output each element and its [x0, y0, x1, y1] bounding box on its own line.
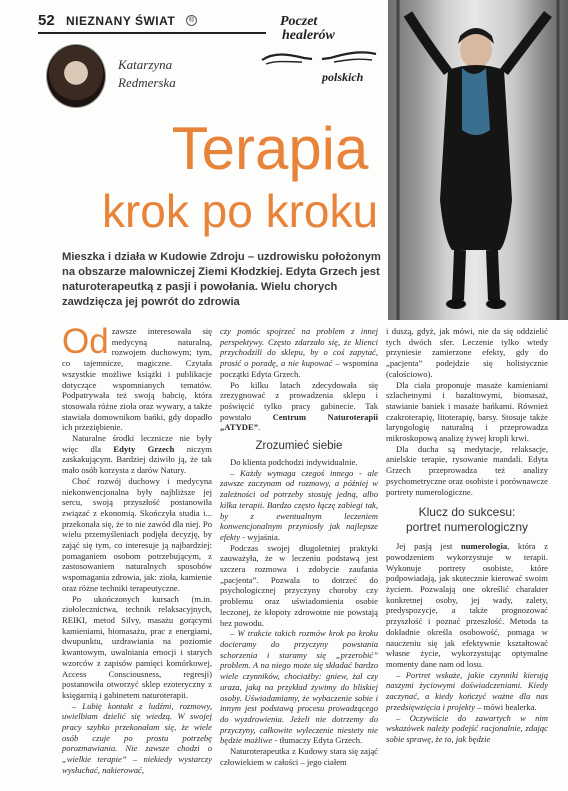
page-number: 52	[38, 12, 55, 29]
col3-quote-2: – Oczywiście do zawartych w nim wskazówek należy podejść racjonalnie, zdając sobie sprawę, że to, jak będzie	[386, 712, 548, 744]
subheading-understand-yourself: Zrozumieć siebie	[255, 440, 343, 453]
header-rule	[38, 32, 266, 34]
series-line3: polskich	[322, 70, 364, 84]
series-logo	[260, 14, 378, 94]
healer-name: Edyty Grzech	[113, 443, 175, 454]
col1-paragraph-3: Choć rozwój duchowy i medycyna niekonwencjonalna były najbliższe jej sercu, swoją przyszłość postanowiła związać z ekonomią. Skończyła studia i... przekonała się, że to nie zawód dla niej. Po wielu przemyśleniach podjęła decyzję, by zająć się tym, co interesuje ją najbardziej: pomaganiem osobom potrzebującym, z zastosowaniem naturalnych sposobów wspomagania zdrowia, jak: zioła, kamienie oraz różne techniki terapeutyczne.	[62, 475, 212, 593]
author-last-name: Redmerska	[118, 75, 176, 90]
col1-paragraph-2: Naturalne środki lecznicze nie były więc dla	[62, 433, 212, 454]
drop-cap: Od	[62, 322, 109, 361]
subheading-key-to-success	[386, 505, 548, 535]
center-name: Centrum Naturoterapii „ATYDE”	[220, 411, 378, 433]
text-column-1	[62, 322, 212, 776]
col3-paragraph-1: i duszą, gdyż, jak mówi, nie da się oddzielić tych dwóch sfer. Leczenie tylko wtedy przyniesie zamierzone efekty, gdy do „pacjenta” podejdzie się holistycznie (całościowo).	[386, 326, 548, 379]
col1-paragraph-1: zawsze interesowała się medycyną naturalną, rozwojem duchowym; tym, co tajemnicze, magiczne. Czytała wszystkie możliwe książki i publikacje dotyczące wspomnianych tematów. Podpatrywała też swoją babcię, która stosowała różne zioła oraz wywary, a także stawiała domownikom bańki, gdy dopadło ich przeziębienie.	[62, 326, 212, 433]
author-first-name: Katarzyna	[118, 57, 173, 72]
magazine-name: NIEZNANY ŚWIAT	[66, 14, 176, 28]
text-column-3	[386, 326, 548, 745]
article-lead: Mieszka i działa w Kudowie Zdroju – uzdrowisku położonym na obszarze malowniczej Ziemi Kłodzkiej. Edyta Grzech jest naturoterapeutką z pasji i powołania. Wielu chorych zawdzięcza jej powrót do zdrowia	[62, 251, 381, 308]
col2-paragraph-5: Podczas swojej długoletniej praktyki zauważyła, że w leczeniu podstawą jest szczera rozmowa i zdobycie zaufania „pacjenta”. Pozwala to dotrzeć do psychologicznej przyczyny choroby czy problemu oraz uświadomienia osobie leczonej, że kłopoty zdrowotne nie powstają bez powodu.	[220, 542, 378, 628]
article-title-line2: krok po kroku	[101, 185, 379, 237]
col2-quote-3: – W trakcie takich rozmów krok po kroku docieramy do przyczyny powstania schorzenia i staramy się „przerobić” problem. A na niego może się składać bardzo wiele czynników, chociażby: gniew, żal czy uraza, jaką na przykład żywimy do bliskiej osoby. Uświadamiamy, że wybaczenie sobie i innym jest podstawą procesu prowadzącego do wyzdrowienia. Jeżeli nie dotrzemy do przyczyny, całkowite wyleczenie niestety nie będzie możliwe	[220, 628, 378, 746]
col3-quote-1: – Portret wskaże, jakie czynniki kierują naszymi życiowymi doświadczeniami. Kiedy zaczynać, a kiedy kończyć ważne dla nas przedsięwzięcia i projekty	[386, 669, 548, 712]
col3-paragraph-2: Dla ciała proponuje masaże kamieniami szlachetnymi i bazaltowymi, biomasaż, stawianie baniek i masaże bańkami. Również czakroterapię, litoterapię, barsy. Stosuje także laryngologię naturalną i przeprowadza mikroskopową analizę żywej kropli krwi.	[386, 379, 548, 444]
col2-paragraph-3: Do klienta podchodzi indywidualnie.	[230, 457, 358, 468]
subheading-line-1: Klucz do sukcesu:	[418, 505, 516, 520]
col2-attribution-3: - tłumaczy Edyta Grzech.	[272, 735, 363, 746]
series-line1: Poczet	[280, 14, 318, 29]
col1-paragraph-2-end: niczym zaskakującym. Bardziej dziwiło ją, że tak mało osób korzysta z darów Natury.	[62, 443, 212, 476]
col2-paragraph-2: Po kilku latach zdecydowała się zrezygnować z prowadzenia sklepu i poświęcić tylko pracy gabinecie. Tak powstało	[220, 379, 378, 422]
text-column-2	[220, 326, 378, 767]
col2-quote-1: czy pomóc spojrzeć na problem z innej perspektywy. Często zdarzało się, że klienci przychodzili do sklepu, by o coś zapytać, prosić o poradę, a nie kupować	[220, 326, 378, 369]
author-name	[118, 56, 176, 92]
col1-quote-text: – Lubię kontakt z ludźmi, rozmowy, uwielbiam dzielić się wiedzą. W swojej pracy szybko przekonałam się, że wiele osób czuje po prostu potrzebę porozmawiania. Nie zawsze chodzi o „wielkie terapie” – niekiedy wystarczy wysłuchać, nakierować,	[62, 700, 212, 775]
col2-attribution-2: - wyjaśnia.	[240, 531, 280, 542]
article-title-line1: Terapia	[171, 115, 369, 182]
col1-quote	[62, 701, 212, 776]
col1-paragraph-4: Po ukończonych kursach (m.in. ziołolecznictwa, technik relaksacyjnych, REIKI, metod Silvy, masażu gorącymi kamieniami, biomasażu, prac z energiami, dwupunktu, uzdrawiania na poziomie kwantowym, uwalniania emocji i starych wzorców z zapisów pamięci komórkowej, Access Consciousness, regresji) postanowiła otworzyć sklep ezoteryczny z księgarnią i gabinetem naturoterapii.	[62, 593, 212, 700]
col3-paragraph-4-end: , która z powodzeniem wykorzystuje w terapii. Wykonuje portrety osobiste, które podpowiadają, jak skutecznie kierować swoim życiem. Pozwalają one określić charakter konkretnej osoby, jej wady, zalety, predyspozycje, a także prognozować przyszłość i poznać przeszłość. Metoda ta dokładnie określa osobowość, pomaga w nauczeniu się jak efektywnie kształtować własne życie, wykorzystując optymalne momenty dane nam od losu.	[386, 541, 548, 669]
author-avatar	[46, 44, 106, 108]
series-line2: healerów	[282, 28, 335, 43]
col2-quote-2: – Każdy wymaga czegoś innego - ale zawsze zaczynam od rozmowy, a później w zależności od potrzeby stosuję jedną, albo kilka terapii. Bardzo często łączę zabiegi tak, by z ewentualnym leczeniem konwencjonalnym przyniosły jak najlepsze efekty	[220, 467, 378, 542]
col3-paragraph-3: Dla ducha są medytacje, relaksacje, anielskie terapie, rysowanie mandali. Edyta Grzech przeprowadza też analizy psychometryczne oraz osobiste i porównawcze portrety numerologiczne.	[386, 443, 548, 497]
registered-mark: ®	[186, 15, 197, 26]
numerology-term: numerologia	[460, 541, 508, 552]
col2-attribution-1: – wspomina początki Edyta Grzech.	[220, 358, 379, 379]
col2-paragraph-2-end: .	[258, 422, 261, 433]
col3-paragraph-4: Jej pasją jest	[396, 541, 461, 552]
subheading-line-2: portret numerologiczny	[405, 520, 529, 535]
col3-attribution-1: – mówi healerka.	[474, 701, 537, 712]
col2-paragraph-7: Naturoterapeutka z Kudowy stara się zająć człowiekiem w całości – jego ciałem	[220, 746, 378, 767]
